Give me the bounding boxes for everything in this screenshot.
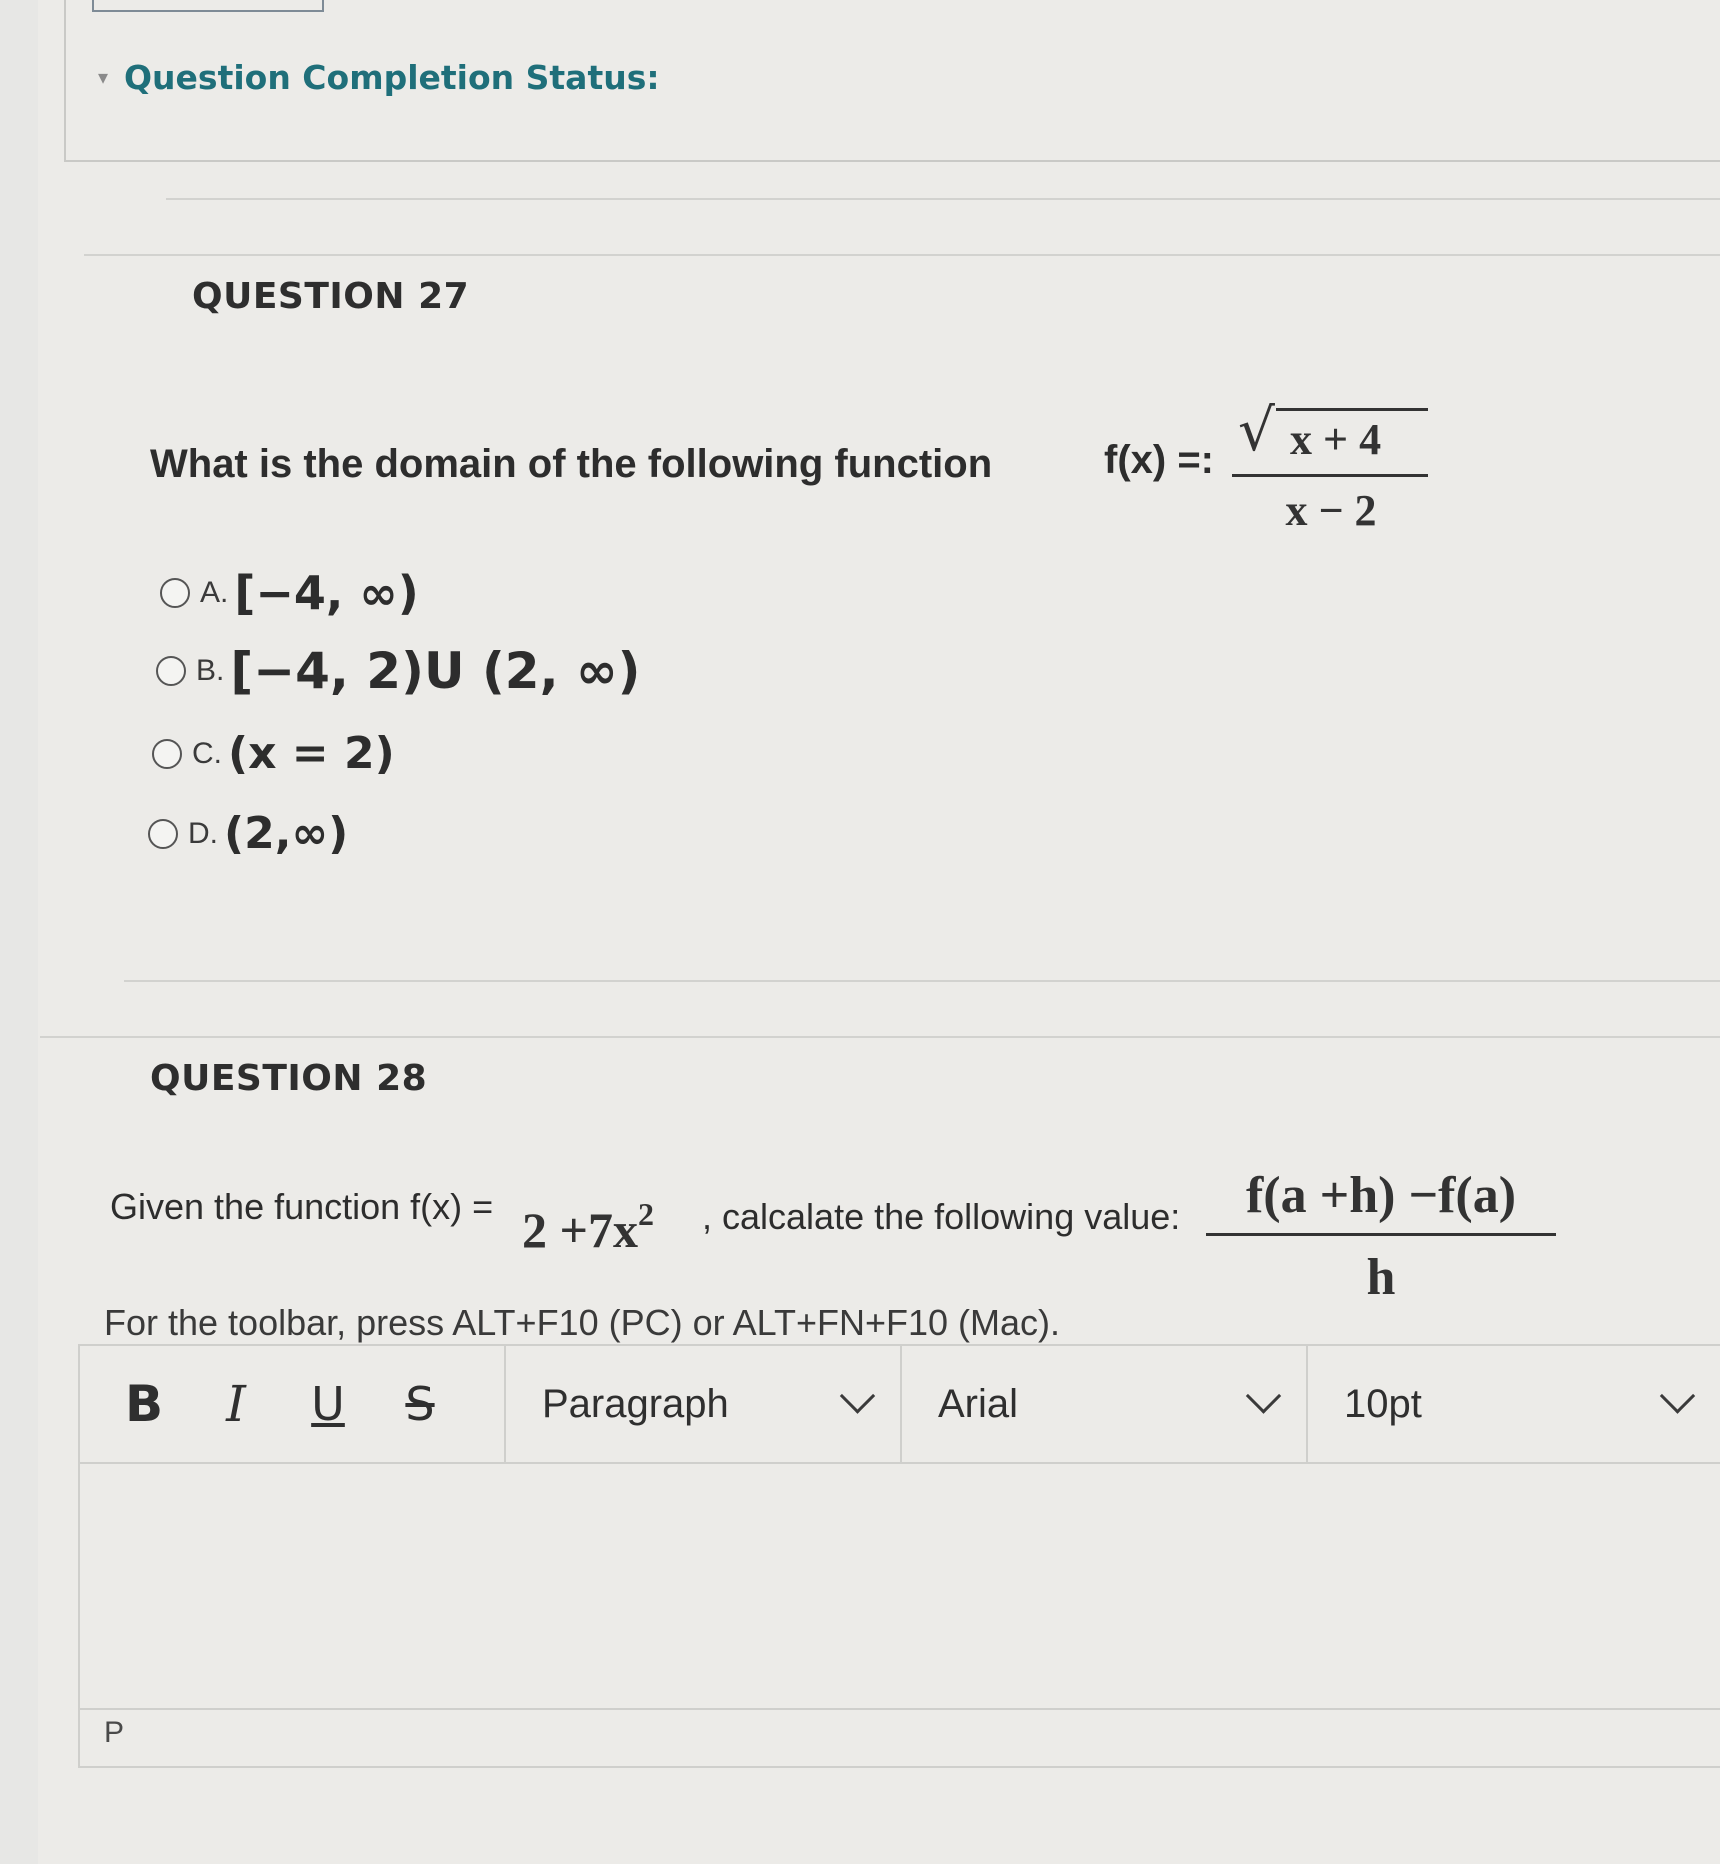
completion-status-toggle[interactable] (98, 58, 660, 97)
option-letter: A. (200, 576, 229, 609)
editor-content-area[interactable] (80, 1464, 1720, 1710)
expression-base: 2 +7x (522, 1202, 638, 1258)
chevron-down-icon (1660, 1378, 1695, 1413)
option-value: (x = 2) (228, 728, 395, 779)
chevron-down-icon (840, 1378, 875, 1413)
question-28-prompt: Given the function f(x) = (110, 1186, 494, 1227)
block-format-value: Paragraph (542, 1381, 729, 1426)
fraction-numerator: x + 4 (1290, 415, 1382, 464)
function-label: f(x) =: (1104, 438, 1214, 482)
status-tab (92, 0, 324, 12)
completion-status-label: Question Completion Status: (124, 58, 660, 97)
divider (40, 1036, 1720, 1038)
chevron-down-icon[interactable]: ▾ (98, 67, 109, 89)
answer-editor (78, 1344, 1720, 1768)
radio-button[interactable] (148, 819, 178, 849)
font-size-select[interactable] (1308, 1346, 1720, 1462)
divider (84, 254, 1720, 256)
radio-button[interactable] (160, 578, 190, 608)
option-value: [−4, ∞) (234, 566, 419, 620)
font-family-select[interactable] (902, 1346, 1308, 1462)
function-fraction (1232, 396, 1430, 536)
option-d[interactable] (148, 808, 348, 859)
option-value: (2,∞) (224, 808, 349, 859)
option-c[interactable] (152, 728, 395, 779)
underline-button[interactable]: U (311, 1377, 345, 1431)
font-size-value: 10pt (1344, 1381, 1422, 1426)
question-28-prompt-end: , calcalate the following value: (702, 1196, 1181, 1237)
radio-button[interactable] (152, 739, 182, 769)
radio-button[interactable] (156, 656, 186, 686)
expression-exponent: 2 (638, 1196, 654, 1232)
option-letter: C. (192, 736, 222, 770)
quotient-denominator: h (1366, 1249, 1396, 1306)
square-root-icon: √ (1238, 396, 1275, 464)
bold-button[interactable]: B (124, 1375, 164, 1433)
question-27-heading: QUESTION 27 (192, 276, 470, 317)
chevron-down-icon (1246, 1378, 1281, 1413)
option-letter: D. (188, 816, 218, 850)
fraction-denominator: x − 2 (1285, 486, 1377, 535)
question-27-prompt: What is the domain of the following function (150, 442, 993, 486)
editor-toolbar (80, 1346, 1720, 1464)
option-letter: B. (196, 654, 225, 687)
italic-button[interactable]: I (226, 1375, 246, 1433)
option-b[interactable] (156, 642, 641, 700)
option-a[interactable] (160, 566, 419, 620)
quotient-numerator: f(a +h) −f(a) (1245, 1167, 1517, 1224)
divider (124, 980, 1720, 982)
difference-quotient (1206, 1166, 1556, 1307)
toolbar-hint: For the toolbar, press ALT+F10 (PC) or ALT+FN+F10 (Mac). (104, 1302, 1061, 1343)
block-format-select[interactable] (506, 1346, 902, 1462)
element-path: P (104, 1716, 125, 1749)
question-28-heading: QUESTION 28 (150, 1058, 428, 1099)
option-value: [−4, 2)U (2, ∞) (230, 642, 641, 700)
function-expression (522, 1196, 654, 1259)
divider (166, 198, 1720, 200)
format-buttons (80, 1346, 506, 1462)
font-family-value: Arial (938, 1381, 1019, 1426)
strikethrough-button[interactable]: S (405, 1377, 435, 1431)
